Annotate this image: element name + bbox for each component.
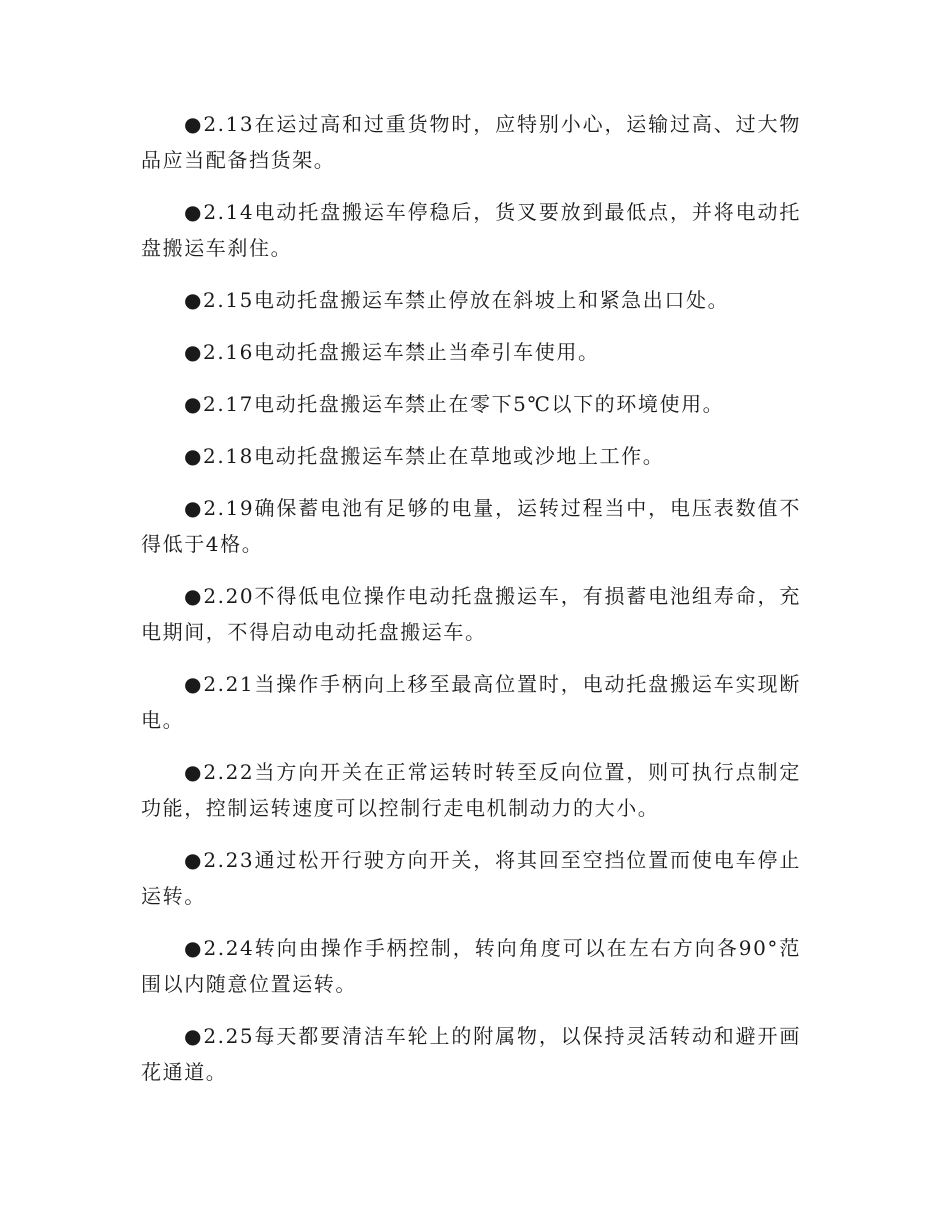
paragraph-2-18: ●2.18电动托盘搬运车禁止在草地或沙地上工作。 (184, 444, 665, 468)
paragraph-2-15: ●2.15电动托盘搬运车禁止停放在斜坡上和紧急出口处。 (184, 288, 730, 312)
paragraph-2-25: ●2.25每天都要清洁车轮上的附属物，以保持灵活转动和避开画花通道。 (141, 1024, 801, 1084)
paragraph-2-16: ●2.16电动托盘搬运车禁止当牵引车使用。 (184, 340, 600, 364)
paragraph-2-19: ●2.19确保蓄电池有足够的电量，运转过程当中，电压表数值不得低于4格。 (141, 496, 801, 556)
paragraph-2-14: ●2.14电动托盘搬运车停稳后，货叉要放到最低点，并将电动托盘搬运车刹住。 (141, 200, 801, 260)
paragraph-2-21: ●2.21当操作手柄向上移至最高位置时，电动托盘搬运车实现断电。 (141, 672, 801, 732)
paragraph-2-20: ●2.20不得低电位操作电动托盘搬运车，有损蓄电池组寿命，充电期间，不得启动电动托盘搬运车。 (141, 584, 801, 644)
document-body (141, 106, 801, 1106)
paragraph-2-22: ●2.22当方向开关在正常运转时转至反向位置，则可执行点制定功能，控制运转速度可以控制行走电机制动力的大小。 (141, 760, 801, 820)
paragraph-2-24: ●2.24转向由操作手柄控制，转向角度可以在左右方向各90°范围以内随意位置运转。 (141, 936, 801, 996)
paragraph-2-23: ●2.23通过松开行驶方向开关，将其回至空挡位置而使电车停止运转。 (141, 848, 801, 908)
paragraph-2-13: ●2.13在运过高和过重货物时，应特别小心，运输过高、过大物品应当配备挡货架。 (141, 112, 801, 172)
paragraph-2-17: ●2.17电动托盘搬运车禁止在零下5℃以下的环境使用。 (184, 392, 725, 416)
